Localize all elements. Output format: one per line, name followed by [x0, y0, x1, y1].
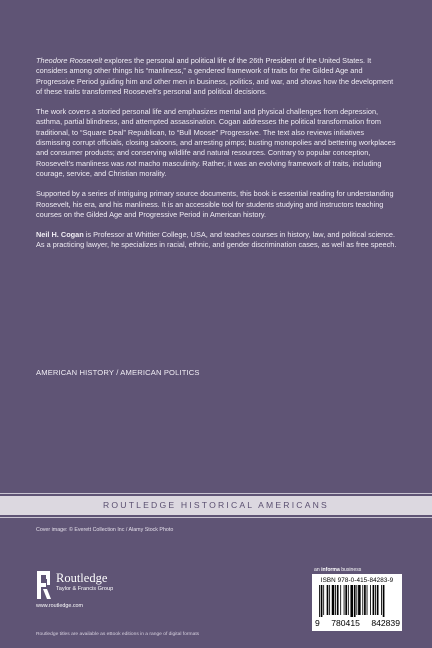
series-name: ROUTLEDGE HISTORICAL AMERICANS: [103, 500, 329, 510]
description-paragraph-1: [36, 56, 398, 97]
routledge-r-icon: [36, 570, 52, 600]
isbn-number: ISBN 978-0-415-84283-9: [320, 577, 394, 584]
author-name: Neil H. Cogan: [36, 230, 84, 240]
subject-category: AMERICAN HISTORY / AMERICAN POLITICS: [36, 368, 200, 377]
informa-brand: informa: [321, 567, 340, 573]
description-paragraph-3: Supported by a series of intriguing primary source documents, this book is essential reading for understanding Roosevelt, his era, and his manliness. It is an accessible tool for students studying and instructors teaching courses on the Gilded Age and Progressive Period in American history.: [36, 189, 394, 219]
description-paragraph-2-text-b: macho masculinity. Rather, it was an evolving framework of traits, including courage, service, and Christian morality.: [36, 158, 382, 178]
description-block: [36, 56, 398, 261]
barcode-bars: [319, 585, 399, 617]
barcode-digits-left: 780415: [331, 618, 360, 628]
ebook-availability-note: Routledge titles are available as eBook editions in a range of digital formats: [36, 632, 200, 637]
book-title-italic: Theodore Roosevelt: [36, 56, 103, 65]
description-paragraph-1-text: explores the personal and political life of the 26th President of the United States. It considers among other things his “manliness,” a gendered framework of traits for the Gilded Age and Progressive Period guiding him and other men in business, politics, and war, and shows how the development of these traits transformed Roosevelt’s personal and political decisions.: [36, 56, 394, 96]
barcode-digits: [315, 618, 400, 628]
barcode-digits-right: 842839: [371, 618, 400, 628]
publisher-group: Taylor & Francis Group: [56, 586, 114, 592]
publisher-logo: [36, 570, 166, 610]
author-bio: [36, 230, 398, 251]
series-band: [0, 496, 432, 515]
barcode-digit-first: 9: [315, 618, 320, 628]
description-paragraph-2-text-a: The work covers a storied personal life and emphasizes mental and physical challenges from depression, asthma, partial blindness, and attempted assassination. Cogan addresses the political transformation from traditional, to “Square Deal” Republican, to “Bull Moose” Progressive. The text also reviews initiatives dismissing corrupt officials, closing saloons, and arresting pimps; busting monopolies and bettering workplaces and consumer products; and conserving wildlife and natural resources. Contrary to popular conception, Roosevelt’s manliness was: [36, 107, 396, 168]
author-bio-text: is Professor at Whittier College, USA, and teaches courses in history, law, and political science. As a practicing lawyer, he specializes in racial, ethnic, and gender discrimination cases, as well as free speech.: [36, 230, 397, 250]
publisher-url: www.routledge.com: [36, 603, 84, 609]
emphasis-not: not: [126, 158, 137, 168]
publisher-name: Routledge: [56, 571, 108, 585]
isbn-barcode: [312, 574, 402, 631]
informa-tagline: an informa business: [314, 567, 362, 573]
description-paragraph-2: [36, 107, 398, 179]
cover-image-credit: Cover image: © Everett Collection Inc / Alamy Stock Photo: [36, 527, 174, 533]
